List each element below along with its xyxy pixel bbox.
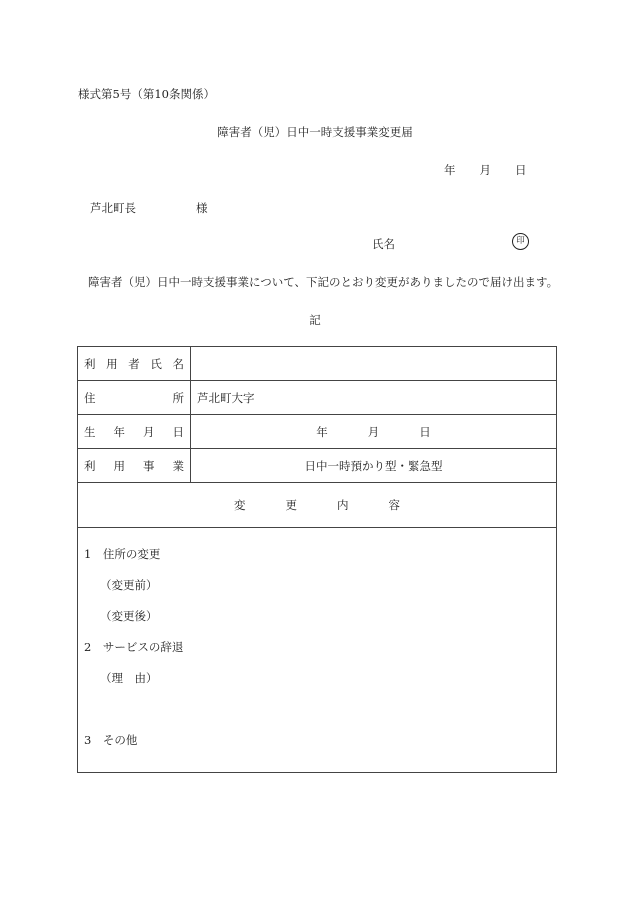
label-char: 日 <box>172 424 184 439</box>
label-char: 利 <box>84 356 96 371</box>
year-label: 年 <box>444 163 456 177</box>
table-row-user-name <box>78 347 557 381</box>
form-table <box>77 346 557 773</box>
applicant-name-label: 氏名 <box>372 237 395 251</box>
service-label <box>78 449 191 483</box>
day-label: 日 <box>515 163 527 177</box>
document-title: 障害者（児）日中一時支援事業変更届 <box>217 125 413 139</box>
label-char: 年 <box>113 424 125 439</box>
label-char: 用 <box>106 356 118 371</box>
table-row-address <box>78 381 557 415</box>
user-name-field[interactable] <box>191 347 557 381</box>
table-row-birthdate <box>78 415 557 449</box>
address-label <box>78 381 191 415</box>
label-char: 住 <box>84 390 96 405</box>
birthdate-field[interactable] <box>191 415 557 449</box>
item-service-withdrawal: 2 サービスの辞退 <box>84 640 184 654</box>
change-details-content[interactable] <box>78 528 557 773</box>
item-address-change: 1 住所の変更 <box>84 547 161 561</box>
item-after-change: （変更後） <box>100 609 158 623</box>
service-field[interactable]: 日中一時預かり型・緊急型 <box>191 449 557 483</box>
label-char: 所 <box>172 390 184 405</box>
submission-date <box>444 162 527 178</box>
label-char: 月 <box>143 424 155 439</box>
header-char: 変 <box>234 498 246 512</box>
month-label: 月 <box>479 163 491 177</box>
table-row-change-header <box>78 483 557 528</box>
header-char: 内 <box>337 498 349 512</box>
recipient-suffix: 様 <box>196 201 208 215</box>
header-char: 更 <box>285 498 297 512</box>
seal-mark: 印 <box>512 233 529 250</box>
label-char: 生 <box>84 424 96 439</box>
birth-year-label: 年 <box>316 424 328 439</box>
label-char: 者 <box>128 356 140 371</box>
label-char: 利 <box>84 458 96 473</box>
body-text: 障害者（児）日中一時支援事業について、下記のとおり変更がありましたので届け出ます。 <box>88 275 559 289</box>
label-char: 業 <box>172 458 184 473</box>
birthdate-label <box>78 415 191 449</box>
ki-heading: 記 <box>309 313 321 327</box>
change-details-header <box>78 483 557 528</box>
user-name-label <box>78 347 191 381</box>
item-other: 3 その他 <box>84 733 138 747</box>
table-row-service <box>78 449 557 483</box>
recipient-name: 芦北町長 <box>90 201 136 215</box>
birth-day-label: 日 <box>419 424 431 439</box>
label-char: 名 <box>172 356 184 371</box>
item-before-change: （変更前） <box>100 578 158 592</box>
item-reason: （理 由） <box>100 671 158 685</box>
table-row-change-content <box>78 528 557 773</box>
birth-month-label: 月 <box>367 424 380 439</box>
address-field[interactable]: 芦北町大字 <box>191 381 557 415</box>
label-char: 事 <box>143 458 155 473</box>
label-char: 用 <box>113 458 125 473</box>
recipient <box>90 200 208 216</box>
label-char: 氏 <box>150 356 162 371</box>
header-char: 容 <box>388 498 400 512</box>
form-number: 様式第5号（第10条関係） <box>78 87 215 101</box>
